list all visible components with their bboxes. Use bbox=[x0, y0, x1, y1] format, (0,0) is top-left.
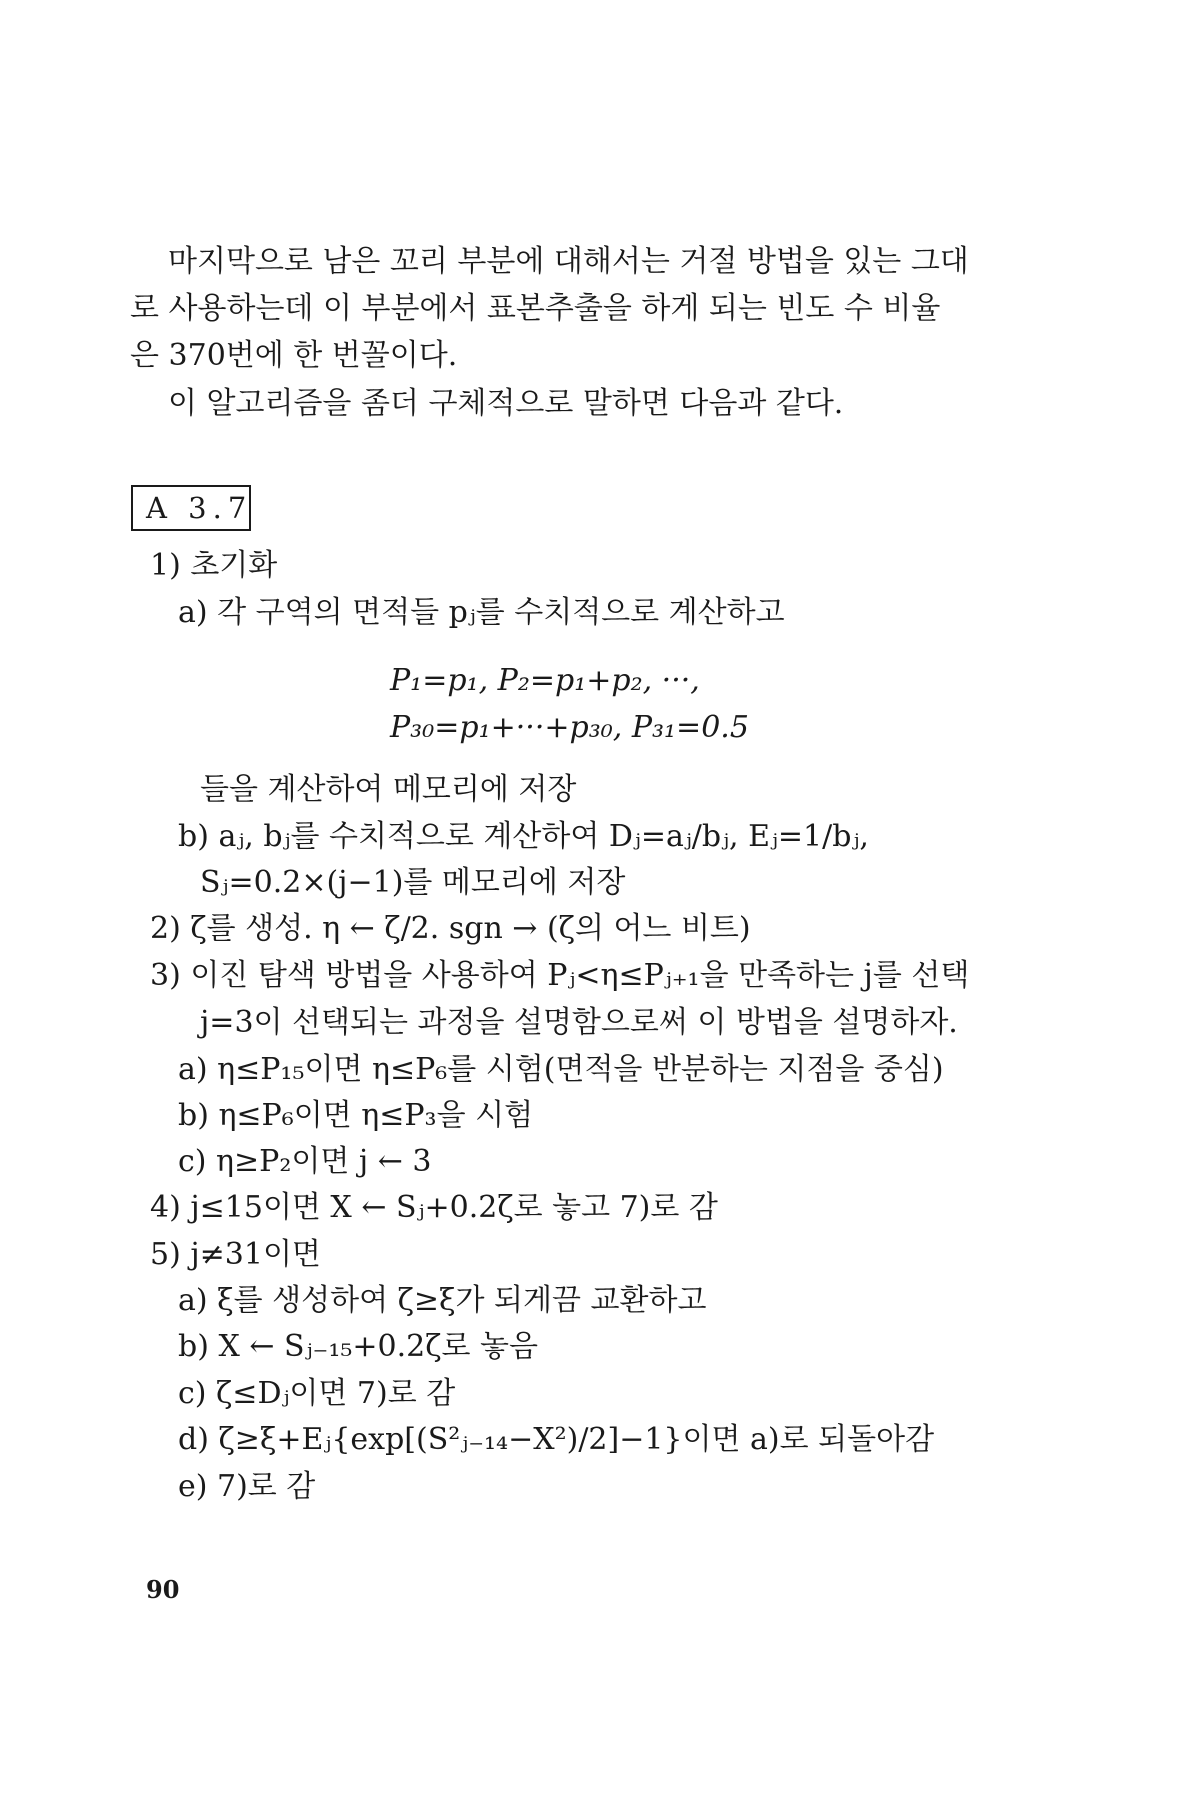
step-5: 5) j≠31이면 bbox=[150, 1237, 321, 1272]
step-5a: a) ξ를 생성하여 ζ≥ξ가 되게끔 교환하고 bbox=[178, 1283, 707, 1318]
step-3: 3) 이진 탐색 방법을 사용하여 Pⱼ<η≤Pⱼ₊₁을 만족하는 j를 선택 bbox=[150, 958, 970, 993]
equation-line-1: P₁=p₁, P₂=p₁+p₂, ···, bbox=[390, 663, 700, 698]
step-1a-continued: 들을 계산하여 메모리에 저장 bbox=[200, 772, 577, 807]
step-1a: a) 각 구역의 면적들 pⱼ를 수치적으로 계산하고 bbox=[178, 595, 785, 630]
step-1b-continued: Sⱼ=0.2×(j−1)를 메모리에 저장 bbox=[200, 865, 626, 900]
paragraph-line-1: 마지막으로 남은 꼬리 부분에 대해서는 거절 방법을 있는 그대 bbox=[168, 244, 969, 279]
step-3a: a) η≤P₁₅이면 η≤P₆를 시험(면적을 반분하는 지점을 중심) bbox=[178, 1052, 944, 1087]
step-5b: b) X ← Sⱼ₋₁₅+0.2ζ로 놓음 bbox=[178, 1329, 538, 1364]
step-3-continued: j=3이 선택되는 과정을 설명함으로써 이 방법을 설명하자. bbox=[200, 1005, 958, 1040]
step-3b: b) η≤P₆이면 η≤P₃을 시험 bbox=[178, 1098, 534, 1133]
paragraph-line-2: 로 사용하는데 이 부분에서 표본추출을 하게 되는 빈도 수 비율 bbox=[130, 291, 941, 326]
step-5e: e) 7)로 감 bbox=[178, 1469, 316, 1504]
step-5c: c) ζ≤Dⱼ이면 7)로 감 bbox=[178, 1376, 456, 1411]
step-3c: c) η≥P₂이면 j ← 3 bbox=[178, 1144, 432, 1179]
step-4: 4) j≤15이면 X ← Sⱼ+0.2ζ로 놓고 7)로 감 bbox=[150, 1190, 718, 1225]
step-1: 1) 초기화 bbox=[150, 548, 278, 583]
paragraph-line-3: 은 370번에 한 번꼴이다. bbox=[130, 338, 458, 373]
page-number: 90 bbox=[146, 1575, 180, 1604]
step-1b: b) aⱼ, bⱼ를 수치적으로 계산하여 Dⱼ=aⱼ/bⱼ, Eⱼ=1/bⱼ, bbox=[178, 819, 869, 854]
equation-line-2: P₃₀=p₁+···+p₃₀, P₃₁=0.5 bbox=[390, 710, 749, 745]
step-2: 2) ζ를 생성. η ← ζ/2. sgn → (ζ의 어느 비트) bbox=[150, 911, 751, 946]
step-5d: d) ζ≥ξ+Eⱼ{exp[(S²ⱼ₋₁₄−X²)/2]−1}이면 a)로 되돌아감 bbox=[178, 1422, 935, 1457]
paragraph-line-4: 이 알고리즘을 좀더 구체적으로 말하면 다음과 같다. bbox=[168, 386, 844, 421]
algorithm-label: A 3.7 bbox=[146, 491, 253, 525]
